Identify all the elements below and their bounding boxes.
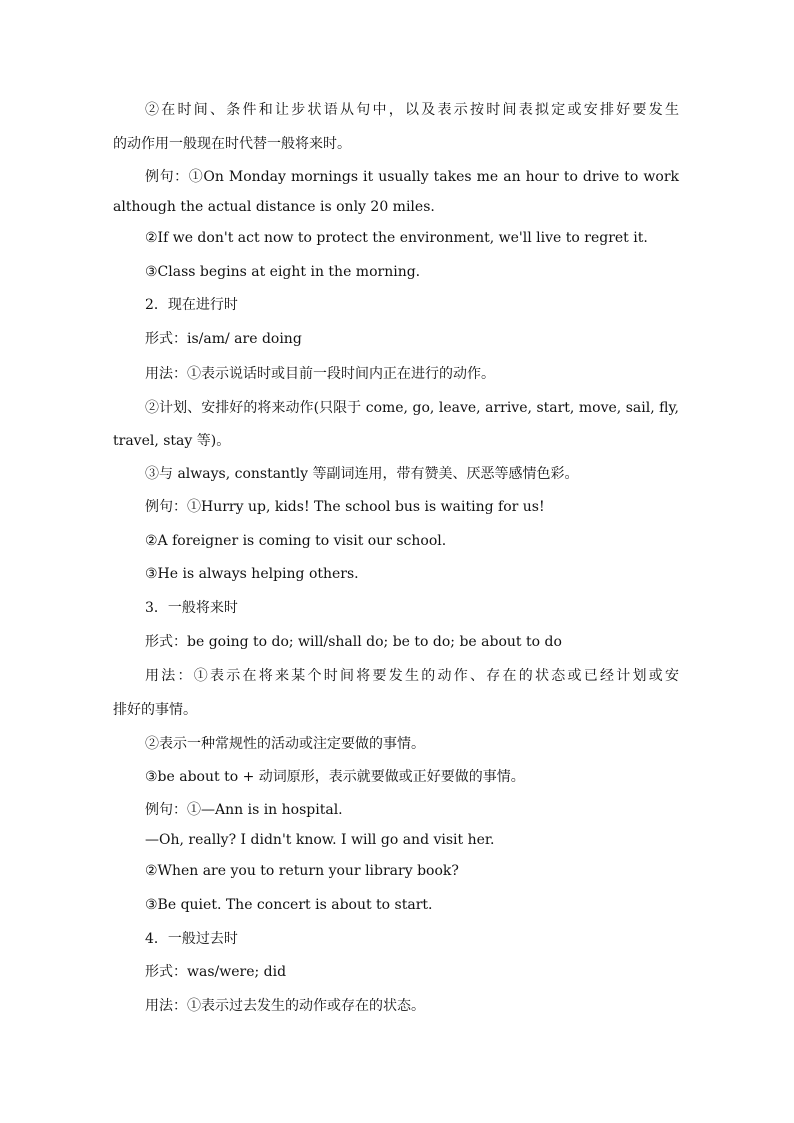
paragraph-line: ②在时间、条件和让步状语从句中，以及表示按时间表拟定或安排好要发生 <box>145 102 679 118</box>
usage-line: ③与 always, constantly 等副词连用，带有赞美、厌恶等感情色彩。 <box>145 466 579 482</box>
example-line: ②When are you to return your library book? <box>145 863 459 879</box>
section-heading: 4．一般过去时 <box>145 931 238 947</box>
example-line: ③He is always helping others. <box>145 566 359 582</box>
form-line: 形式：was/were; did <box>145 964 287 980</box>
example-line: 例句：①Hurry up, kids! The school bus is waiting for us! <box>145 499 545 515</box>
example-line: 例句：①On Monday mornings it usually takes me an hour to drive to work <box>145 169 679 185</box>
form-line: 形式：be going to do; will/shall do; be to do; be about to do <box>145 634 562 650</box>
form-line: 形式：is/am/ are doing <box>145 331 302 347</box>
usage-line: 用法：①表示说话时或目前一段时间内正在进行的动作。 <box>145 366 495 382</box>
usage-line: 用法：①表示过去发生的动作或存在的状态。 <box>145 998 425 1014</box>
example-line: ③Class begins at eight in the morning. <box>145 264 421 280</box>
usage-line: travel, stay 等)。 <box>113 433 231 449</box>
usage-line: ②表示一种常规性的活动或注定要做的事情。 <box>145 736 425 752</box>
usage-line: 排好的事情。 <box>113 702 197 718</box>
example-line: —Oh, really? I didn't know. I will go and visit her. <box>145 832 495 848</box>
example-line: ②If we don't act now to protect the environment, we'll live to regret it. <box>145 230 648 246</box>
example-line: 例句：①—Ann is in hospital. <box>145 802 343 818</box>
paragraph-line: 的动作用一般现在时代替一般将来时。 <box>113 136 351 152</box>
usage-line: ③be about to + 动词原形，表示就要做或正好要做的事情。 <box>145 769 525 785</box>
section-heading: 3．一般将来时 <box>145 600 238 616</box>
example-line: although the actual distance is only 20 miles. <box>113 199 435 215</box>
example-line: ③Be quiet. The concert is about to start. <box>145 897 433 913</box>
usage-line: ②计划、安排好的将来动作(只限于 come, go, leave, arrive, start, move, sail, fly, <box>145 400 679 416</box>
usage-line: 用法：①表示在将来某个时间将要发生的动作、存在的状态或已经计划或安 <box>145 668 679 684</box>
example-line: ②A foreigner is coming to visit our school. <box>145 533 447 549</box>
section-heading: 2．现在进行时 <box>145 297 238 313</box>
